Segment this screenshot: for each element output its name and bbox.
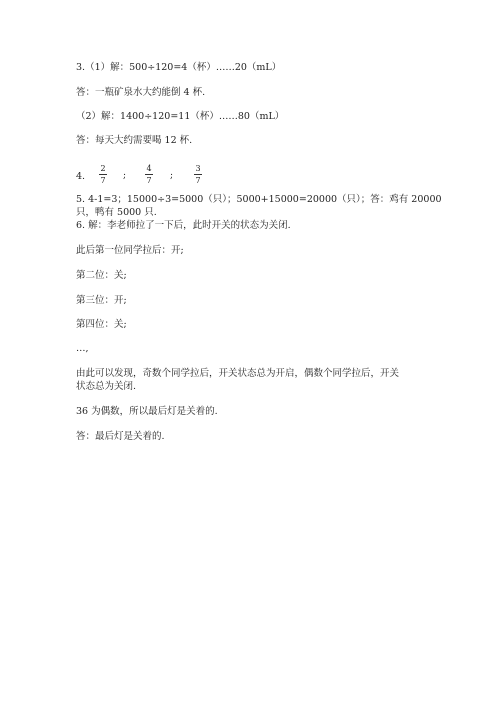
q6-second-student: 第二位：关; [76,270,127,281]
q3-part2-answer: 答：每天大约需要喝 12 杯. [76,135,193,146]
fraction-numerator: 2 [100,164,106,173]
q6-first-student: 此后第一位同学拉后：开; [76,245,184,256]
q6-ellipsis: …, [76,343,89,354]
fraction-bar [194,174,202,175]
q4-fraction-1 [99,164,107,185]
q6-answer: 答：最后灯是关着的. [76,431,165,442]
q4-fraction-2 [145,164,153,185]
q6-line1: 6. 解：李老师拉了一下后，此时开关的状态为关闭. [76,220,291,231]
q4-label: 4. [76,171,86,182]
q6-third-student: 第三位：开; [76,295,127,306]
q4-separator-2: ; [170,171,174,181]
q6-rule-line2: 状态总为关闭. [76,381,137,392]
fraction-denominator: 7 [195,176,201,185]
q4-fraction-3 [194,164,202,185]
q6-fourth-student: 第四位：关; [76,319,127,330]
fraction-bar [99,174,107,175]
q6-even-statement: 36 为偶数，所以最后灯是关着的. [76,406,218,417]
fraction-denominator: 7 [100,176,106,185]
q5-line2: 只，鸭有 5000 只. [76,207,157,218]
q3-part1-solution: 3.（1）解：500÷120=4（杯）……20（mL） [76,62,282,73]
fraction-numerator: 3 [195,164,201,173]
fraction-bar [145,174,153,175]
q3-part1-answer: 答：一瓶矿泉水大约能倒 4 杯. [76,87,206,98]
q6-rule-line1: 由此可以发现，奇数个同学拉后，开关状态总为开启，偶数个同学拉后，开关 [76,368,400,379]
q5-line1: 5. 4-1=3；15000÷3=5000（只）；5000+15000=20000（只）；答：鸡有 20000 [76,194,442,205]
q3-part2-solution: （2）解：1400÷120=11（杯）……80（mL） [76,111,285,122]
fraction-numerator: 4 [146,164,152,173]
fraction-denominator: 7 [146,176,152,185]
q4-separator-1: ; [123,171,127,181]
